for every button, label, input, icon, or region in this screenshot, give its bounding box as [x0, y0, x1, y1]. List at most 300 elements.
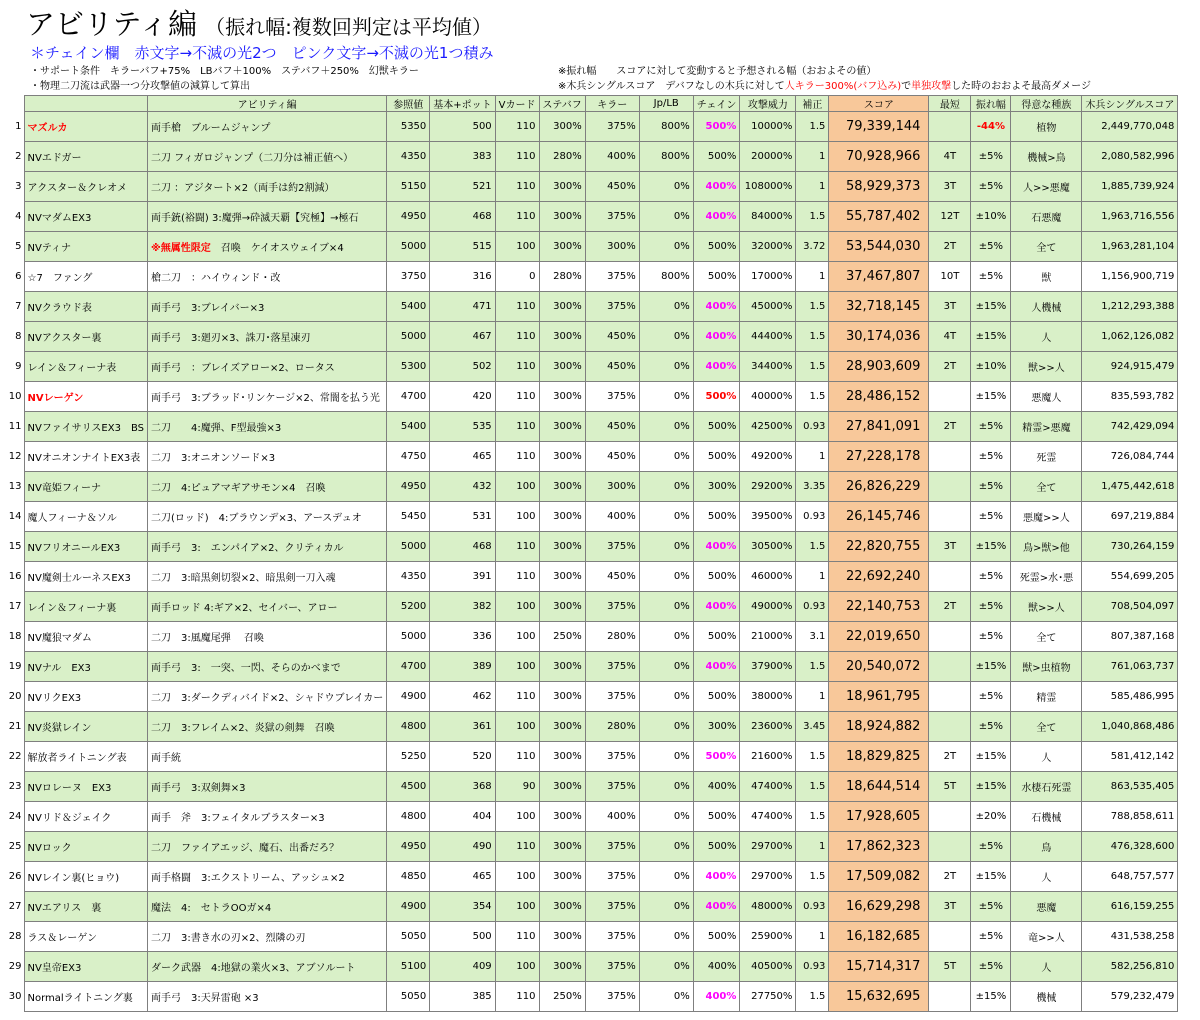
- cell-single: 1,040,868,486: [1082, 712, 1178, 742]
- cell-base: 500: [430, 922, 495, 952]
- cell-base: 354: [430, 892, 495, 922]
- note-single-d: 単独攻撃: [911, 81, 952, 92]
- cell-name: NVマダムEX3: [24, 202, 148, 232]
- cell-stebuff: 300%: [539, 952, 585, 982]
- row-number: 16: [0, 562, 24, 592]
- cell-vcard: 110: [495, 442, 539, 472]
- table-row: [0, 352, 1178, 382]
- cell-single: 476,328,600: [1082, 832, 1178, 862]
- cell-type: 竜>>人: [1011, 922, 1082, 952]
- cell-name: NVオニオンナイトEX3表: [24, 442, 148, 472]
- cell-swing: ±20%: [971, 802, 1011, 832]
- table-row: [0, 202, 1178, 232]
- cell-score: 53,544,030: [829, 232, 929, 262]
- cell-chain: 500%: [693, 802, 740, 832]
- cell-stebuff: 300%: [539, 652, 585, 682]
- cell-power: 27750%: [740, 982, 796, 1012]
- cell-jplb: 0%: [639, 232, 693, 262]
- cell-ability: 槍二刀 ：ハイウィンド・改: [148, 262, 387, 292]
- cell-name: NVロック: [24, 832, 148, 862]
- table-row: [0, 262, 1178, 292]
- table-row: [0, 472, 1178, 502]
- cell-ability: 二刀 ファイアエッジ、魔石、出番だろ？: [148, 832, 387, 862]
- cell-killer: 375%: [585, 382, 639, 412]
- cell-stebuff: 280%: [539, 262, 585, 292]
- table-row: [0, 232, 1178, 262]
- row-number: 27: [0, 892, 24, 922]
- cell-base: 361: [430, 712, 495, 742]
- row-number: 5: [0, 232, 24, 262]
- cell-jplb: 0%: [639, 862, 693, 892]
- cell-swing: ±15%: [971, 292, 1011, 322]
- cell-chain: 300%: [693, 472, 740, 502]
- cell-power: 44400%: [740, 322, 796, 352]
- cell-killer: 400%: [585, 502, 639, 532]
- cell-chain: 400%: [693, 892, 740, 922]
- note-physical: ・物理二刀流は武器一つ分攻撃値の減算して算出: [30, 81, 250, 92]
- cell-jplb: 0%: [639, 682, 693, 712]
- cell-swing: ±5%: [971, 142, 1011, 172]
- cell-stebuff: 300%: [539, 292, 585, 322]
- cell-ref: 5150: [387, 172, 430, 202]
- table-row: [0, 592, 1178, 622]
- cell-ability: 両手槍 ブルームジャンプ: [148, 112, 387, 142]
- cell-ability: 両手格闘 3:エクストリーム、アッシュ×2: [148, 862, 387, 892]
- cell-corr: 1.5: [796, 802, 829, 832]
- cell-killer: 300%: [585, 472, 639, 502]
- cell-chain: 500%: [693, 922, 740, 952]
- cell-single: 585,486,995: [1082, 682, 1178, 712]
- cell-score: 22,692,240: [829, 562, 929, 592]
- cell-swing: ±5%: [971, 232, 1011, 262]
- cell-single: 863,535,405: [1082, 772, 1178, 802]
- cell-chain: 500%: [693, 742, 740, 772]
- cell-vcard: 100: [495, 652, 539, 682]
- cell-swing: ±5%: [971, 832, 1011, 862]
- cell-jplb: 0%: [639, 562, 693, 592]
- cell-vcard: 100: [495, 952, 539, 982]
- table-row: [0, 802, 1178, 832]
- cell-score: 26,826,229: [829, 472, 929, 502]
- cell-type: 人>>悪魔: [1011, 172, 1082, 202]
- cell-ability: 両手弓 3: 一突、一閃、そらのかべまで: [148, 652, 387, 682]
- cell-killer: 450%: [585, 412, 639, 442]
- cell-power: 29700%: [740, 832, 796, 862]
- cell-power: 10000%: [740, 112, 796, 142]
- cell-chain: 500%: [693, 562, 740, 592]
- cell-name: NVリクEX3: [24, 682, 148, 712]
- cell-single: 835,593,782: [1082, 382, 1178, 412]
- cell-ref: 5050: [387, 922, 430, 952]
- cell-single: 1,212,293,388: [1082, 292, 1178, 322]
- cell-base: 368: [430, 772, 495, 802]
- cell-ability: 両手銃(裕闘) 3:魔弾→砕滅天覇【究極】→極石: [148, 202, 387, 232]
- cell-ref: 5000: [387, 322, 430, 352]
- title-subtitle: （振れ幅:複数回判定は平均値）: [205, 15, 492, 39]
- cell-single: 582,256,810: [1082, 952, 1178, 982]
- cell-ref: 4950: [387, 472, 430, 502]
- cell-ref: 4700: [387, 382, 430, 412]
- cell-chain: 400%: [693, 592, 740, 622]
- cell-stebuff: 300%: [539, 472, 585, 502]
- cell-power: 40500%: [740, 952, 796, 982]
- row-number: 1: [0, 112, 24, 142]
- cell-ability: [148, 232, 387, 262]
- cell-stebuff: 250%: [539, 622, 585, 652]
- cell-base: 468: [430, 532, 495, 562]
- cell-type: 悪魔: [1011, 892, 1082, 922]
- cell-score: 16,629,298: [829, 892, 929, 922]
- cell-vcard: 100: [495, 592, 539, 622]
- table-row: [0, 562, 1178, 592]
- cell-corr: 1.5: [796, 382, 829, 412]
- cell-killer: 400%: [585, 142, 639, 172]
- cell-stebuff: 300%: [539, 832, 585, 862]
- cell-ability: 二刀 3:暗黒剣切裂×2、暗黒剣一刀入魂: [148, 562, 387, 592]
- cell-short: 2T: [929, 742, 971, 772]
- cell-jplb: 0%: [639, 412, 693, 442]
- cell-base: 521: [430, 172, 495, 202]
- cell-score: 58,929,373: [829, 172, 929, 202]
- cell-ref: 5100: [387, 952, 430, 982]
- header-chain: チェイン: [693, 96, 740, 112]
- cell-short: [929, 472, 971, 502]
- cell-chain: 300%: [693, 712, 740, 742]
- table-row: [0, 832, 1178, 862]
- cell-jplb: 0%: [639, 532, 693, 562]
- cell-stebuff: 300%: [539, 442, 585, 472]
- cell-chain: 400%: [693, 322, 740, 352]
- cell-swing: ±5%: [971, 262, 1011, 292]
- cell-corr: 3.1: [796, 622, 829, 652]
- cell-jplb: 0%: [639, 442, 693, 472]
- header-name: [24, 96, 148, 112]
- cell-stebuff: 300%: [539, 562, 585, 592]
- cell-name: ラス＆レーゲン: [24, 922, 148, 952]
- cell-type: 悪魔>>人: [1011, 502, 1082, 532]
- cell-type: 獣>>人: [1011, 352, 1082, 382]
- table-row: [0, 982, 1178, 1012]
- cell-power: 42500%: [740, 412, 796, 442]
- cell-jplb: 0%: [639, 382, 693, 412]
- cell-chain: 500%: [693, 232, 740, 262]
- cell-corr: 1: [796, 172, 829, 202]
- cell-chain: 500%: [693, 112, 740, 142]
- cell-ref: 4850: [387, 862, 430, 892]
- cell-vcard: 100: [495, 712, 539, 742]
- cell-ability: 二刀 4:魔弾、F型最強×3: [148, 412, 387, 442]
- cell-base: 465: [430, 862, 495, 892]
- cell-type: 人機械: [1011, 292, 1082, 322]
- cell-vcard: 90: [495, 772, 539, 802]
- cell-vcard: 110: [495, 922, 539, 952]
- row-number: 13: [0, 472, 24, 502]
- cell-short: 5T: [929, 772, 971, 802]
- cell-corr: 1.5: [796, 862, 829, 892]
- cell-name: NVフリオニールEX3: [24, 532, 148, 562]
- cell-base: 535: [430, 412, 495, 442]
- cell-vcard: 100: [495, 502, 539, 532]
- cell-jplb: 0%: [639, 592, 693, 622]
- cell-corr: 1.5: [796, 532, 829, 562]
- cell-ability: 二刀 3:書き水の刃×2、烈隣の刃: [148, 922, 387, 952]
- row-number: 11: [0, 412, 24, 442]
- table-row: [0, 712, 1178, 742]
- cell-power: 39500%: [740, 502, 796, 532]
- row-number: 20: [0, 682, 24, 712]
- cell-single: 761,063,737: [1082, 652, 1178, 682]
- cell-short: 5T: [929, 952, 971, 982]
- table-row: [0, 952, 1178, 982]
- cell-ref: 5400: [387, 292, 430, 322]
- cell-short: [929, 652, 971, 682]
- cell-stebuff: 300%: [539, 772, 585, 802]
- row-number: 6: [0, 262, 24, 292]
- table-row: [0, 772, 1178, 802]
- cell-ref: 4800: [387, 712, 430, 742]
- cell-vcard: 110: [495, 142, 539, 172]
- cell-name: NVティナ: [24, 232, 148, 262]
- cell-ability: ダーク武器 4:地獄の業火×3、アブソルート: [148, 952, 387, 982]
- row-number: 26: [0, 862, 24, 892]
- cell-stebuff: 300%: [539, 382, 585, 412]
- cell-vcard: 110: [495, 172, 539, 202]
- row-number: 9: [0, 352, 24, 382]
- cell-score: 28,486,152: [829, 382, 929, 412]
- cell-corr: 0.93: [796, 592, 829, 622]
- cell-ability: 両手弓 3: エンパイア×2、クリティカル: [148, 532, 387, 562]
- cell-killer: 375%: [585, 862, 639, 892]
- cell-type: 石機械: [1011, 802, 1082, 832]
- cell-short: 10T: [929, 262, 971, 292]
- cell-corr: 1: [796, 682, 829, 712]
- cell-swing: ±15%: [971, 772, 1011, 802]
- cell-score: 15,714,317: [829, 952, 929, 982]
- cell-type: 鳥: [1011, 832, 1082, 862]
- note-swing: ※振れ幅 スコアに対して変動すると予想される幅（おおよその値）: [558, 66, 877, 77]
- cell-ref: 3750: [387, 262, 430, 292]
- cell-chain: 400%: [693, 292, 740, 322]
- cell-power: 47400%: [740, 802, 796, 832]
- ability-table: [0, 95, 1178, 1012]
- header-vcard: Vカード: [495, 96, 539, 112]
- cell-stebuff: 300%: [539, 532, 585, 562]
- cell-chain: 400%: [693, 172, 740, 202]
- cell-jplb: 800%: [639, 142, 693, 172]
- cell-corr: 1.5: [796, 982, 829, 1012]
- cell-ability: 二刀 ：アジタート×2（両手は約2割減）: [148, 172, 387, 202]
- cell-jplb: 0%: [639, 712, 693, 742]
- cell-base: 404: [430, 802, 495, 832]
- cell-stebuff: 300%: [539, 322, 585, 352]
- cell-killer: 300%: [585, 232, 639, 262]
- cell-short: 2T: [929, 412, 971, 442]
- cell-score: 79,339,144: [829, 112, 929, 142]
- row-number: 25: [0, 832, 24, 862]
- row-number: 12: [0, 442, 24, 472]
- ability-tag: ※無属性限定: [151, 243, 211, 254]
- cell-single: 1,963,716,556: [1082, 202, 1178, 232]
- cell-score: 22,820,755: [829, 532, 929, 562]
- row-number: 30: [0, 982, 24, 1012]
- table-row: [0, 532, 1178, 562]
- cell-type: 機械>鳥: [1011, 142, 1082, 172]
- cell-chain: 500%: [693, 412, 740, 442]
- note-support: ・サポート条件 キラーバフ+75% LBバフ＋100% ステバフ＋250% 幻獣キラー: [30, 66, 419, 77]
- cell-chain: 400%: [693, 982, 740, 1012]
- cell-ability: 二刀 3:フレイム×2、炎獄の剣舞 召喚: [148, 712, 387, 742]
- ability-text: 召喚 ケイオスウェイブ×4: [210, 243, 344, 254]
- cell-short: [929, 622, 971, 652]
- cell-jplb: 0%: [639, 352, 693, 382]
- cell-base: 462: [430, 682, 495, 712]
- cell-corr: 1: [796, 442, 829, 472]
- cell-killer: 450%: [585, 442, 639, 472]
- cell-score: 22,019,650: [829, 622, 929, 652]
- cell-swing: ±15%: [971, 382, 1011, 412]
- cell-corr: 1.5: [796, 742, 829, 772]
- cell-ability: 両手弓 3:ブラッド･リンケージ×2、常闇を払う光: [148, 382, 387, 412]
- cell-score: 17,928,605: [829, 802, 929, 832]
- cell-swing: ±5%: [971, 922, 1011, 952]
- cell-swing: ±15%: [971, 982, 1011, 1012]
- cell-chain: 500%: [693, 382, 740, 412]
- cell-score: 20,540,072: [829, 652, 929, 682]
- cell-corr: 3.35: [796, 472, 829, 502]
- cell-type: 死霊>水･悪: [1011, 562, 1082, 592]
- cell-chain: 500%: [693, 502, 740, 532]
- row-number: 18: [0, 622, 24, 652]
- header-killer: キラー: [585, 96, 639, 112]
- cell-single: 1,062,126,082: [1082, 322, 1178, 352]
- cell-stebuff: 300%: [539, 412, 585, 442]
- cell-score: 28,903,609: [829, 352, 929, 382]
- cell-ref: 4700: [387, 652, 430, 682]
- cell-vcard: 100: [495, 472, 539, 502]
- cell-swing: -44%: [971, 112, 1011, 142]
- cell-killer: 375%: [585, 922, 639, 952]
- cell-base: 383: [430, 142, 495, 172]
- cell-single: 1,885,739,924: [1082, 172, 1178, 202]
- cell-power: 20000%: [740, 142, 796, 172]
- row-number: 21: [0, 712, 24, 742]
- header-power: 攻撃威力: [740, 96, 796, 112]
- table-row: [0, 442, 1178, 472]
- header-swing: 振れ幅: [971, 96, 1011, 112]
- cell-vcard: 110: [495, 352, 539, 382]
- cell-killer: 375%: [585, 112, 639, 142]
- cell-killer: 450%: [585, 352, 639, 382]
- header-no: [0, 96, 24, 112]
- cell-name: NVエアリス 裏: [24, 892, 148, 922]
- cell-short: [929, 382, 971, 412]
- cell-vcard: 110: [495, 382, 539, 412]
- cell-swing: ±5%: [971, 172, 1011, 202]
- cell-vcard: 110: [495, 322, 539, 352]
- row-number: 10: [0, 382, 24, 412]
- cell-killer: 375%: [585, 292, 639, 322]
- cell-killer: 375%: [585, 592, 639, 622]
- cell-swing: ±5%: [971, 682, 1011, 712]
- cell-chain: 500%: [693, 442, 740, 472]
- cell-stebuff: 300%: [539, 202, 585, 232]
- cell-jplb: 0%: [639, 652, 693, 682]
- cell-stebuff: 300%: [539, 352, 585, 382]
- cell-single: 726,084,744: [1082, 442, 1178, 472]
- cell-short: 4T: [929, 322, 971, 352]
- cell-vcard: 110: [495, 832, 539, 862]
- cell-corr: 1.5: [796, 322, 829, 352]
- table-row: [0, 622, 1178, 652]
- cell-ref: 4950: [387, 832, 430, 862]
- cell-corr: 1.5: [796, 112, 829, 142]
- cell-single: 742,429,094: [1082, 412, 1178, 442]
- cell-score: 37,467,807: [829, 262, 929, 292]
- cell-power: 23600%: [740, 712, 796, 742]
- header-short: 最短: [929, 96, 971, 112]
- row-number: 29: [0, 952, 24, 982]
- cell-base: 490: [430, 832, 495, 862]
- cell-type: 全て: [1011, 622, 1082, 652]
- cell-short: [929, 682, 971, 712]
- cell-name: NV竜姫フィーナ: [24, 472, 148, 502]
- cell-power: 17000%: [740, 262, 796, 292]
- cell-killer: 280%: [585, 712, 639, 742]
- cell-corr: 0.93: [796, 892, 829, 922]
- cell-stebuff: 250%: [539, 982, 585, 1012]
- cell-chain: 500%: [693, 262, 740, 292]
- cell-score: 18,924,882: [829, 712, 929, 742]
- cell-ref: 5300: [387, 352, 430, 382]
- cell-vcard: 100: [495, 232, 539, 262]
- cell-swing: ±5%: [971, 502, 1011, 532]
- cell-base: 432: [430, 472, 495, 502]
- cell-ref: 5250: [387, 742, 430, 772]
- cell-single: 697,219,884: [1082, 502, 1178, 532]
- cell-stebuff: 280%: [539, 142, 585, 172]
- cell-score: 55,787,402: [829, 202, 929, 232]
- cell-ability: 二刀 3:風魔尾弾 召喚: [148, 622, 387, 652]
- cell-score: 16,182,685: [829, 922, 929, 952]
- cell-short: 12T: [929, 202, 971, 232]
- cell-ability: 二刀 フィガロジャンプ（二刀分は補正値へ）: [148, 142, 387, 172]
- cell-vcard: 110: [495, 112, 539, 142]
- cell-power: 108000%: [740, 172, 796, 202]
- cell-swing: ±15%: [971, 862, 1011, 892]
- cell-short: [929, 502, 971, 532]
- cell-vcard: 100: [495, 862, 539, 892]
- title-main: アビリティ編: [26, 7, 198, 41]
- cell-base: 502: [430, 352, 495, 382]
- cell-jplb: 0%: [639, 172, 693, 202]
- cell-killer: 375%: [585, 892, 639, 922]
- cell-power: 32000%: [740, 232, 796, 262]
- cell-chain: 400%: [693, 202, 740, 232]
- cell-jplb: 0%: [639, 892, 693, 922]
- cell-name: NVアクスター裏: [24, 322, 148, 352]
- cell-base: 465: [430, 442, 495, 472]
- cell-name: NV魔剣士ルーネスEX3: [24, 562, 148, 592]
- cell-corr: 3.45: [796, 712, 829, 742]
- cell-single: 581,412,142: [1082, 742, 1178, 772]
- cell-killer: 375%: [585, 682, 639, 712]
- cell-single: 579,232,479: [1082, 982, 1178, 1012]
- cell-base: 468: [430, 202, 495, 232]
- cell-score: 26,145,746: [829, 502, 929, 532]
- cell-power: 47400%: [740, 772, 796, 802]
- cell-short: [929, 802, 971, 832]
- cell-power: 40000%: [740, 382, 796, 412]
